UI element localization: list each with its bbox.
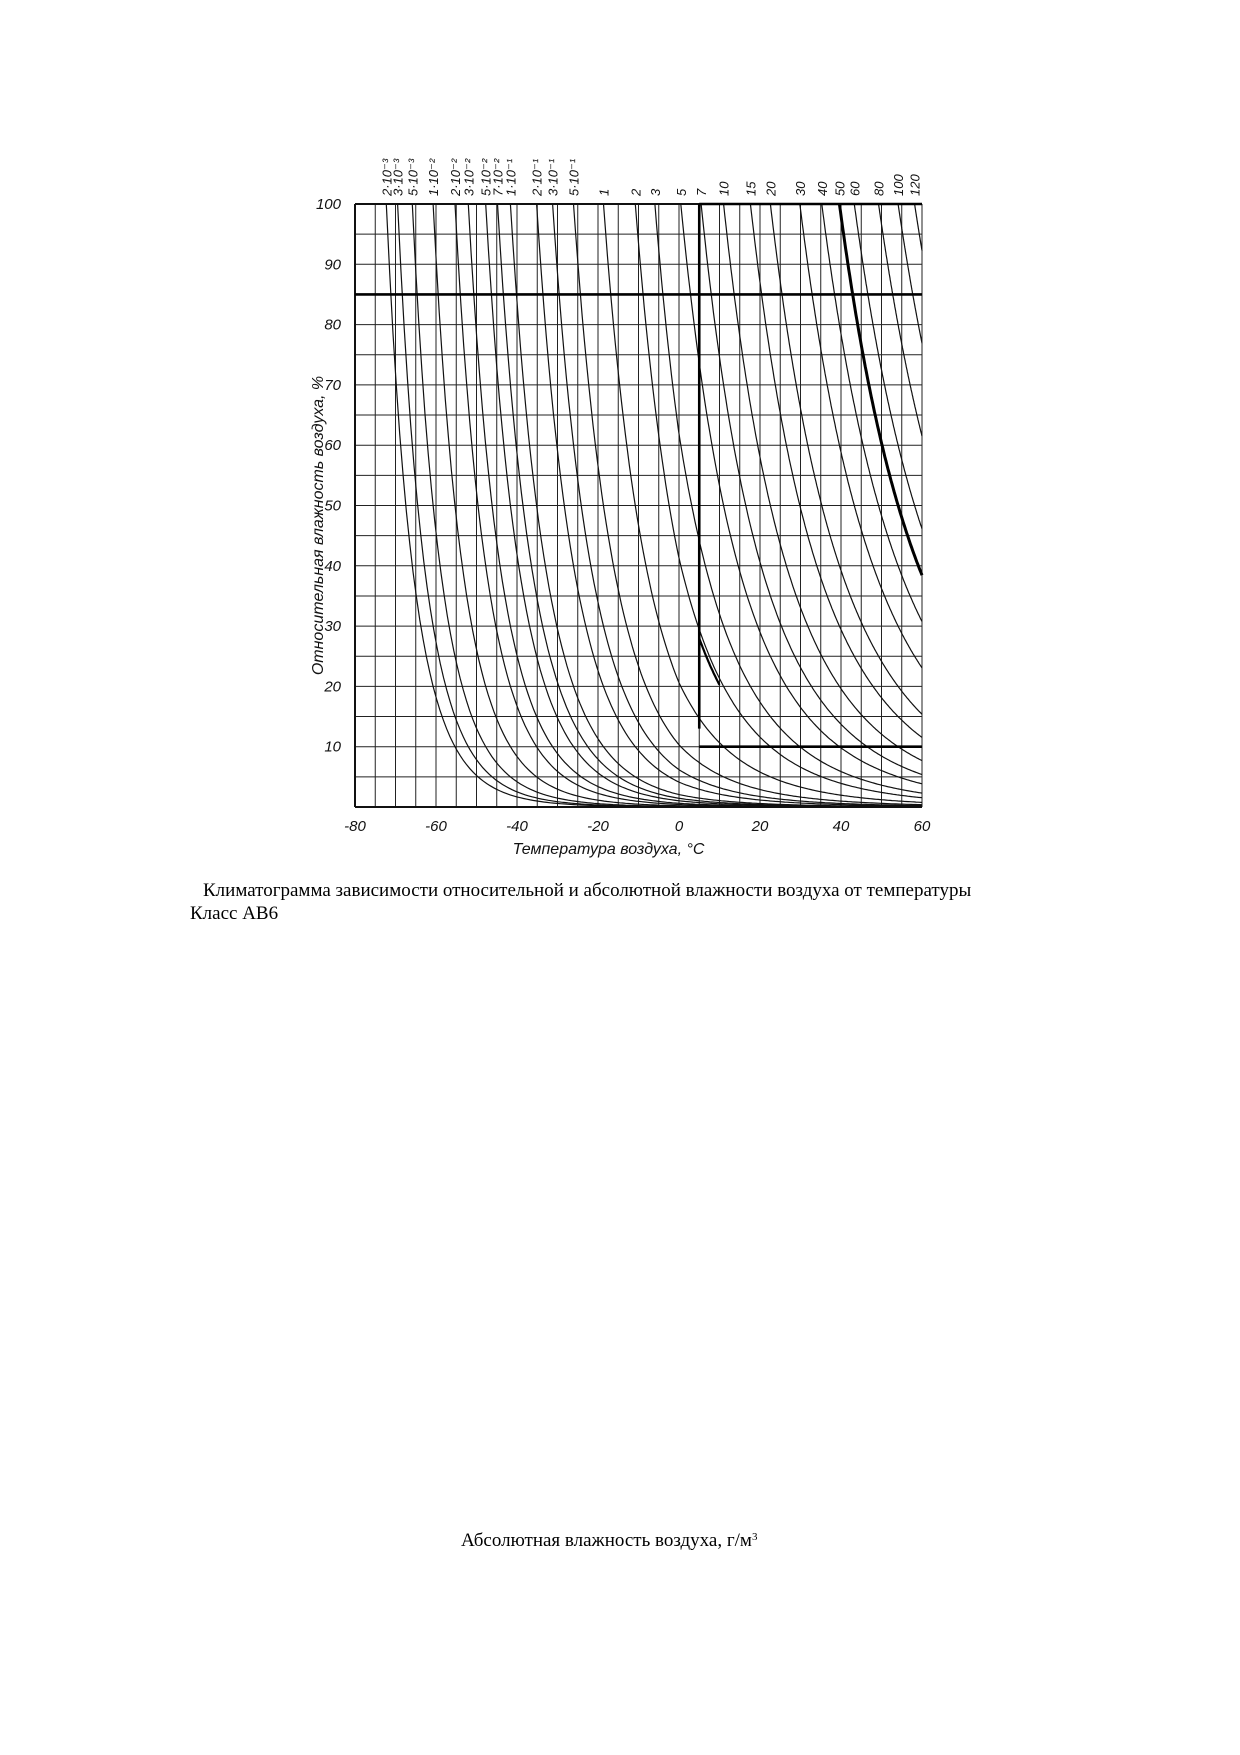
y-tick-label: 40 bbox=[324, 557, 341, 575]
curve-label: 5 bbox=[673, 188, 689, 196]
curve-label: 3·10⁻³ bbox=[390, 158, 406, 196]
curve-label: 15 bbox=[743, 181, 759, 196]
curve-label: 3 bbox=[647, 188, 663, 196]
curve-label: 2·10⁻² bbox=[448, 158, 463, 196]
humidity-curve bbox=[681, 204, 922, 784]
y-tick-label: 20 bbox=[324, 678, 341, 696]
y-tick-label: 30 bbox=[324, 618, 341, 636]
y-tick-label: 60 bbox=[324, 437, 341, 455]
curve-label: 100 bbox=[891, 174, 907, 196]
curve-label: 10 bbox=[716, 181, 732, 196]
curve-label: 3·10⁻² bbox=[461, 158, 477, 196]
absolute-humidity-label: Абсолютная влажность воздуха, $г/м^3$ bbox=[461, 1530, 758, 1551]
y-tick-label: 10 bbox=[324, 738, 341, 756]
curve-label: 5·10⁻³ bbox=[405, 158, 421, 196]
humidity-curve bbox=[750, 204, 922, 737]
y-tick-label: 90 bbox=[324, 256, 341, 274]
x-tick-label: -20 bbox=[587, 818, 609, 835]
x-tick-label: -80 bbox=[344, 818, 366, 835]
curve-label: 80 bbox=[871, 181, 887, 196]
x-tick-label: 40 bbox=[832, 818, 850, 835]
humidity-curve bbox=[770, 204, 922, 714]
curve-label: 1 bbox=[596, 188, 612, 196]
curve-label: 30 bbox=[792, 181, 808, 196]
curve-label: 40 bbox=[814, 181, 830, 196]
class-boundary-curve bbox=[839, 204, 922, 575]
y-axis-label: Относительная влажность воздуха, % bbox=[310, 375, 327, 676]
y-tick-label: 100 bbox=[315, 196, 341, 213]
curve-label: 50 bbox=[832, 181, 848, 196]
y-tick-label: 70 bbox=[324, 376, 341, 394]
humidity-curve bbox=[879, 204, 923, 436]
x-tick-label: 20 bbox=[751, 818, 769, 835]
curve-label: 1·10⁻¹ bbox=[503, 158, 519, 196]
curve-label: 2·10⁻³ bbox=[379, 158, 395, 196]
caption-title: Климатограмма зависимости относительной и абсолютной влажности воздуха от температуры bbox=[203, 880, 972, 901]
curve-label: 120 bbox=[907, 174, 923, 196]
curve-label: 5·10⁻² bbox=[478, 158, 494, 196]
curve-label: 60 bbox=[847, 181, 863, 196]
x-tick-label: 0 bbox=[674, 818, 684, 835]
y-tick-label: 80 bbox=[324, 316, 341, 334]
curve-label: 7 bbox=[694, 188, 710, 196]
x-axis-label: Температура воздуха, °С bbox=[512, 841, 705, 858]
y-tick-label: 50 bbox=[324, 497, 341, 515]
humidity-curve bbox=[635, 204, 922, 798]
x-tick-label: 60 bbox=[913, 818, 931, 835]
curve-label: 5·10⁻¹ bbox=[566, 158, 582, 196]
curve-label: 20 bbox=[763, 181, 779, 196]
curve-label: 1·10⁻² bbox=[426, 158, 442, 196]
curve-label: 7·10⁻² bbox=[490, 158, 506, 196]
humidity-curve bbox=[915, 204, 922, 251]
x-tick-label: -60 bbox=[425, 818, 447, 835]
caption-class: Класс АВ6 bbox=[190, 903, 279, 924]
curve-label: 2 bbox=[628, 188, 644, 196]
curve-label: 2·10⁻¹ bbox=[529, 158, 545, 196]
curve-label: 3·10⁻¹ bbox=[545, 158, 561, 196]
class-boundary-corner bbox=[699, 638, 719, 685]
humidity-curve bbox=[839, 204, 922, 575]
x-tick-label: -40 bbox=[506, 818, 528, 835]
